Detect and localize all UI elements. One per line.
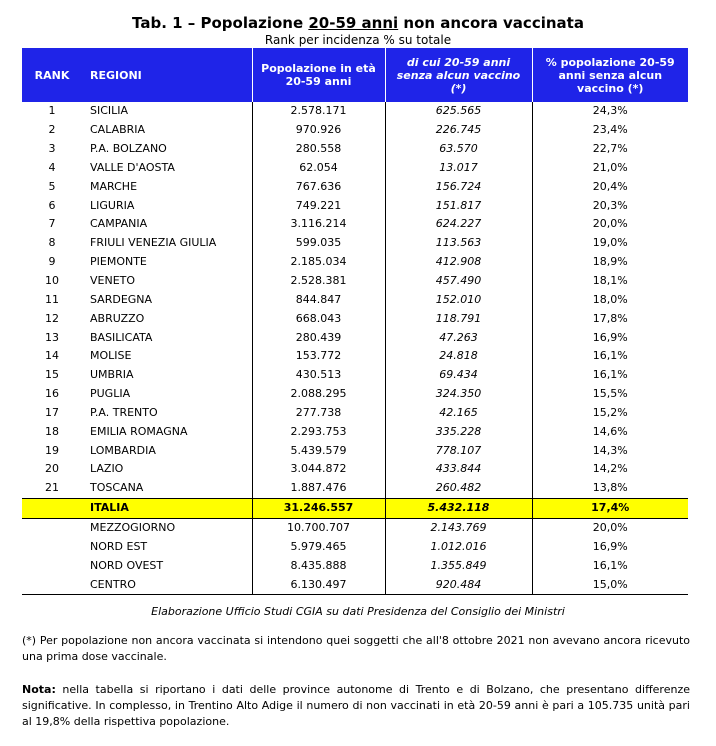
cell-percent: 16,1%	[532, 366, 688, 385]
cell-rank: 1	[48, 104, 56, 118]
cell-rank: 9	[48, 255, 56, 269]
table-row	[22, 328, 688, 347]
cell-region: CAMPANIA	[90, 217, 148, 231]
table-row	[22, 366, 688, 385]
cell-unvaccinated: 625.565	[385, 102, 532, 121]
cell-percent: 14,2%	[532, 460, 688, 479]
cell-unvaccinated: 113.563	[385, 234, 532, 253]
cell-unvaccinated: 778.107	[385, 441, 532, 460]
cell-percent: 22,7%	[532, 140, 688, 159]
table-row	[22, 215, 688, 234]
cell-unvaccinated: 47.263	[385, 328, 532, 347]
area-row	[22, 537, 688, 556]
table-row	[22, 479, 688, 498]
cell-population: 2.578.171	[252, 102, 385, 121]
cell-unvaccinated: 920.484	[385, 575, 532, 594]
cell-percent: 21,0%	[532, 159, 688, 178]
cell-population: 2.528.381	[252, 272, 385, 291]
cell-percent: 16,1%	[532, 556, 688, 575]
cell-population: 62.054	[252, 159, 385, 178]
area-row	[22, 556, 688, 575]
cell-unvaccinated: 24.818	[385, 347, 532, 366]
cell-rank	[22, 537, 82, 556]
header-population: Popolazione in età 20-59 anni	[252, 48, 385, 102]
cell-population: 5.439.579	[252, 441, 385, 460]
total-row-italia	[22, 498, 688, 518]
cell-region: P.A. BOLZANO	[90, 142, 167, 156]
table-subtitle: Rank per incidenza % su totale	[264, 33, 452, 47]
header-row	[22, 48, 688, 102]
cell-rank: 18	[45, 424, 59, 438]
cell-population: 3.044.872	[252, 460, 385, 479]
cell-unvaccinated: 260.482	[385, 479, 532, 498]
cell-rank	[22, 575, 82, 594]
cell-rank	[22, 518, 82, 537]
cell-percent: 16,9%	[532, 537, 688, 556]
table-row	[22, 159, 688, 178]
cell-percent: 20,0%	[532, 215, 688, 234]
cell-rank: 21	[45, 481, 59, 495]
cell-population: 3.116.214	[252, 215, 385, 234]
cell-rank: 6	[48, 198, 56, 212]
cell-percent: 16,9%	[532, 328, 688, 347]
area-row	[22, 518, 688, 537]
cell-unvaccinated: 324.350	[385, 385, 532, 404]
table-row	[22, 385, 688, 404]
title-underlined: 20-59 anni	[308, 14, 399, 32]
cell-population: 2.293.753	[252, 422, 385, 441]
cell-rank: 3	[48, 142, 56, 156]
table-row	[22, 253, 688, 272]
cell-population: 6.130.497	[252, 575, 385, 594]
cell-percent: 18,0%	[532, 290, 688, 309]
title-suffix: non ancora vaccinata	[398, 14, 584, 32]
cell-percent: 15,0%	[532, 575, 688, 594]
cell-percent: 20,3%	[532, 196, 688, 215]
cell-region: CENTRO	[82, 575, 252, 594]
cell-percent: 24,3%	[532, 102, 688, 121]
cell-region: LAZIO	[90, 462, 124, 476]
cell-region: TOSCANA	[90, 481, 144, 495]
cell-population: 430.513	[252, 366, 385, 385]
cell-region: LOMBARDIA	[90, 443, 156, 457]
cell-unvaccinated: 151.817	[385, 196, 532, 215]
area-row	[22, 575, 688, 594]
cell-percent: 14,3%	[532, 441, 688, 460]
cell-rank: 19	[45, 443, 59, 457]
cell-percent: 17,4%	[532, 498, 688, 518]
cell-region: SICILIA	[90, 104, 129, 118]
cell-unvaccinated: 457.490	[385, 272, 532, 291]
cell-unvaccinated: 63.570	[385, 140, 532, 159]
table-row	[22, 196, 688, 215]
table-row	[22, 309, 688, 328]
cell-region: ABRUZZO	[90, 311, 145, 325]
cell-population: 668.043	[252, 309, 385, 328]
cell-region: BASILICATA	[90, 330, 153, 344]
cell-rank: 4	[48, 160, 56, 174]
cell-percent: 15,2%	[532, 404, 688, 423]
cell-unvaccinated: 69.434	[385, 366, 532, 385]
cell-population: 280.439	[252, 328, 385, 347]
cell-unvaccinated: 1.012.016	[385, 537, 532, 556]
cell-region: P.A. TRENTO	[90, 405, 158, 419]
cell-rank: 15	[45, 368, 59, 382]
cell-percent: 16,1%	[532, 347, 688, 366]
cell-unvaccinated: 1.355.849	[385, 556, 532, 575]
cell-population: 2.185.034	[252, 253, 385, 272]
table-body	[22, 102, 688, 594]
cell-region: MEZZOGIORNO	[90, 520, 176, 534]
cell-unvaccinated: 433.844	[385, 460, 532, 479]
cell-region: FRIULI VENEZIA GIULIA	[90, 236, 217, 250]
cell-population: 1.887.476	[252, 479, 385, 498]
header-percent: % popolazione 20-59 anni senza alcun vaccino (*)	[532, 48, 688, 102]
header-unvaccinated: di cui 20-59 anni senza alcun vaccino (*)	[385, 48, 532, 102]
cell-region: PUGLIA	[90, 387, 131, 401]
cell-region: VALLE D'AOSTA	[90, 160, 175, 174]
cell-unvaccinated: 2.143.769	[385, 518, 532, 537]
cell-region: EMILIA ROMAGNA	[90, 424, 188, 438]
cell-percent: 20,4%	[532, 177, 688, 196]
cell-population: 5.979.465	[252, 537, 385, 556]
note-text: nella tabella si riportano i dati delle province autonome di Trento e di Bolzano, che presentano differenze significative. In complesso, in Trentino Alto Adige il numero di non vaccinati in età 20-59 anni è pari a 105.735 unità pari al 19,8% della rispettiva popolazione.	[22, 683, 690, 728]
cell-population: 31.246.557	[252, 498, 385, 518]
cell-percent: 13,8%	[532, 479, 688, 498]
cell-rank: 8	[48, 236, 56, 250]
table-row	[22, 121, 688, 140]
cell-population: 749.221	[252, 196, 385, 215]
cell-unvaccinated: 624.227	[385, 215, 532, 234]
table-row	[22, 441, 688, 460]
header-region: REGIONI	[82, 48, 252, 102]
cell-percent: 18,9%	[532, 253, 688, 272]
cell-population: 767.636	[252, 177, 385, 196]
title-prefix: Tab. 1 – Popolazione	[132, 14, 309, 32]
header-rank: RANK	[22, 48, 82, 102]
cell-region: NORD OVEST	[90, 558, 164, 572]
cell-rank: 10	[45, 274, 59, 288]
cell-region: CALABRIA	[90, 123, 146, 137]
cell-population: 280.558	[252, 140, 385, 159]
cell-rank	[22, 498, 82, 518]
table-row	[22, 177, 688, 196]
cell-percent: 17,8%	[532, 309, 688, 328]
cell-region: UMBRIA	[90, 368, 134, 382]
note-label: Nota:	[22, 683, 56, 696]
cell-population: 153.772	[252, 347, 385, 366]
cell-rank: 12	[45, 311, 59, 325]
table-row	[22, 140, 688, 159]
cell-percent: 14,6%	[532, 422, 688, 441]
table-row	[22, 102, 688, 121]
cell-population: 10.700.707	[252, 518, 385, 537]
cell-population: 599.035	[252, 234, 385, 253]
table-title	[0, 14, 716, 32]
note-paragraph	[22, 682, 690, 730]
table-row	[22, 422, 688, 441]
cell-region: LIGURIA	[90, 198, 135, 212]
cell-unvaccinated: 412.908	[385, 253, 532, 272]
cell-rank	[22, 556, 82, 575]
cell-unvaccinated: 156.724	[385, 177, 532, 196]
footnote: (*) Per popolazione non ancora vaccinata si intendono quei soggetti che all'8 ottobre 2021 non avevano ancora ricevuto una prima dose vaccinale.	[22, 634, 690, 663]
cell-region: SARDEGNA	[90, 292, 153, 306]
table-row	[22, 234, 688, 253]
table-row	[22, 347, 688, 366]
cell-percent: 20,0%	[532, 518, 688, 537]
source-note: Elaborazione Ufficio Studi CGIA su dati Presidenza del Consiglio dei Ministri	[151, 605, 565, 618]
cell-percent: 19,0%	[532, 234, 688, 253]
cell-rank: 14	[45, 349, 59, 363]
cell-region: MOLISE	[90, 349, 132, 363]
cell-rank: 5	[48, 179, 56, 193]
cell-percent: 18,1%	[532, 272, 688, 291]
cell-population: 2.088.295	[252, 385, 385, 404]
cell-unvaccinated: 5.432.118	[385, 498, 532, 518]
vaccination-table	[22, 48, 688, 595]
cell-unvaccinated: 335.228	[385, 422, 532, 441]
table-row	[22, 460, 688, 479]
cell-rank: 20	[45, 462, 59, 476]
cell-population: 844.847	[252, 290, 385, 309]
cell-percent: 15,5%	[532, 385, 688, 404]
cell-unvaccinated: 118.791	[385, 309, 532, 328]
cell-unvaccinated: 226.745	[385, 121, 532, 140]
cell-rank: 2	[48, 123, 56, 137]
cell-unvaccinated: 42.165	[385, 404, 532, 423]
cell-population: 8.435.888	[252, 556, 385, 575]
cell-population: 277.738	[252, 404, 385, 423]
cell-population: 970.926	[252, 121, 385, 140]
cell-unvaccinated: 13.017	[385, 159, 532, 178]
cell-region: NORD EST	[90, 539, 148, 553]
cell-rank: 17	[45, 405, 59, 419]
cell-region: MARCHE	[90, 179, 138, 193]
cell-region: PIEMONTE	[90, 255, 147, 269]
cell-rank: 16	[45, 387, 59, 401]
cell-rank: 13	[45, 330, 59, 344]
cell-region: VENETO	[90, 274, 136, 288]
cell-rank: 11	[45, 292, 59, 306]
table-row	[22, 272, 688, 291]
cell-percent: 23,4%	[532, 121, 688, 140]
table-row	[22, 404, 688, 423]
table-row	[22, 290, 688, 309]
cell-unvaccinated: 152.010	[385, 290, 532, 309]
cell-region: ITALIA	[82, 498, 252, 518]
cell-rank: 7	[48, 217, 56, 231]
